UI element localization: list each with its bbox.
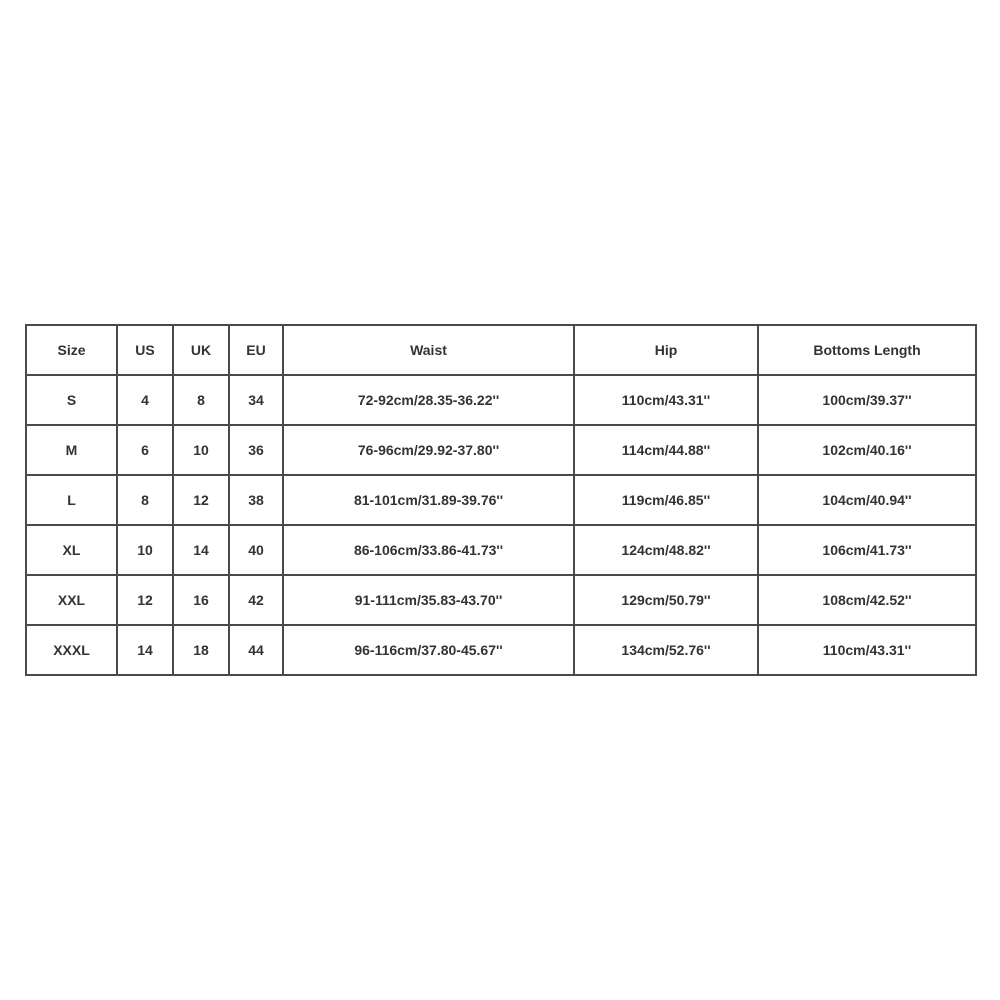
- header-hip: Hip: [574, 325, 758, 375]
- cell-eu: 44: [229, 625, 283, 675]
- cell-us: 14: [117, 625, 173, 675]
- cell-us: 6: [117, 425, 173, 475]
- cell-eu: 40: [229, 525, 283, 575]
- table-row: [26, 375, 976, 425]
- cell-size: S: [26, 375, 117, 425]
- header-eu: EU: [229, 325, 283, 375]
- cell-hip: 134cm/52.76'': [574, 625, 758, 675]
- cell-hip: 114cm/44.88'': [574, 425, 758, 475]
- table-row: [26, 475, 976, 525]
- cell-waist: 96-116cm/37.80-45.67'': [283, 625, 574, 675]
- cell-us: 12: [117, 575, 173, 625]
- cell-hip: 129cm/50.79'': [574, 575, 758, 625]
- cell-uk: 8: [173, 375, 229, 425]
- cell-bottoms-length: 106cm/41.73'': [758, 525, 976, 575]
- header-bottoms-length: Bottoms Length: [758, 325, 976, 375]
- cell-waist: 86-106cm/33.86-41.73'': [283, 525, 574, 575]
- cell-waist: 76-96cm/29.92-37.80'': [283, 425, 574, 475]
- cell-size: M: [26, 425, 117, 475]
- header-row: [26, 325, 976, 375]
- header-size: Size: [26, 325, 117, 375]
- size-chart-table: [25, 324, 977, 676]
- header-uk: UK: [173, 325, 229, 375]
- cell-uk: 14: [173, 525, 229, 575]
- cell-uk: 10: [173, 425, 229, 475]
- cell-size: XXXL: [26, 625, 117, 675]
- cell-bottoms-length: 104cm/40.94'': [758, 475, 976, 525]
- header-us: US: [117, 325, 173, 375]
- cell-waist: 72-92cm/28.35-36.22'': [283, 375, 574, 425]
- cell-hip: 110cm/43.31'': [574, 375, 758, 425]
- cell-waist: 91-111cm/35.83-43.70'': [283, 575, 574, 625]
- cell-waist: 81-101cm/31.89-39.76'': [283, 475, 574, 525]
- cell-uk: 18: [173, 625, 229, 675]
- cell-hip: 119cm/46.85'': [574, 475, 758, 525]
- cell-eu: 38: [229, 475, 283, 525]
- cell-bottoms-length: 102cm/40.16'': [758, 425, 976, 475]
- cell-eu: 42: [229, 575, 283, 625]
- cell-bottoms-length: 108cm/42.52'': [758, 575, 976, 625]
- header-waist: Waist: [283, 325, 574, 375]
- table-row: [26, 525, 976, 575]
- cell-hip: 124cm/48.82'': [574, 525, 758, 575]
- cell-eu: 36: [229, 425, 283, 475]
- cell-size: XL: [26, 525, 117, 575]
- cell-us: 10: [117, 525, 173, 575]
- cell-us: 8: [117, 475, 173, 525]
- cell-bottoms-length: 110cm/43.31'': [758, 625, 976, 675]
- cell-size: L: [26, 475, 117, 525]
- table-row: [26, 625, 976, 675]
- cell-bottoms-length: 100cm/39.37'': [758, 375, 976, 425]
- table-row: [26, 575, 976, 625]
- cell-size: XXL: [26, 575, 117, 625]
- cell-uk: 16: [173, 575, 229, 625]
- cell-eu: 34: [229, 375, 283, 425]
- cell-uk: 12: [173, 475, 229, 525]
- cell-us: 4: [117, 375, 173, 425]
- table-row: [26, 425, 976, 475]
